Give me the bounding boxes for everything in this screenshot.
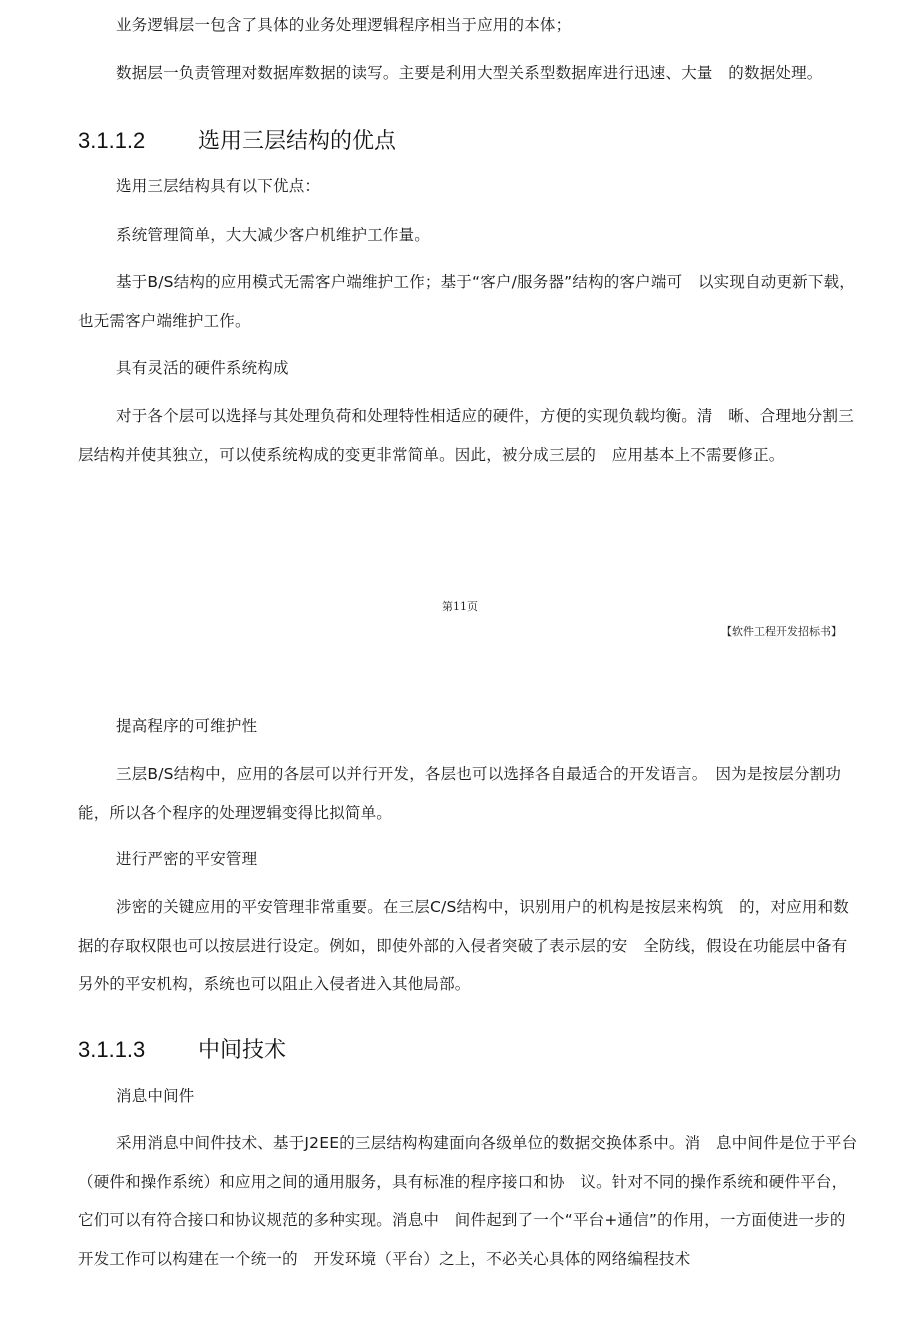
paragraph-security-management: 进行严密的平安管理 xyxy=(116,850,258,868)
paragraph-data-layer: 数据层一负责管理对数据库数据的读写。主要是利用大型关系型数据库进行迅速、大量 的数据处理。 xyxy=(116,64,823,82)
paragraph-parallel-dev: 三层B/S结构中，应用的各层可以并行开发，各层也可以选择各自最适合的开发语言。 因为是按层分割功能，所以各个程序的处理逻辑变得比拟简单。 xyxy=(78,765,842,822)
paragraph-bs-mode: 基于B/S结构的应用模式无需客户端维护工作；基于“客户/服务器”结构的客户端可 以实现自动更新下载，也无需客户端维护工作。 xyxy=(78,273,855,330)
paragraph-advantages-intro: 选用三层结构具有以下优点： xyxy=(116,177,321,195)
paragraph-flexible-hardware: 具有灵活的硬件系统构成 xyxy=(116,359,289,377)
section-heading-3-1-1-3 xyxy=(78,1033,286,1064)
paragraph-simple-management: 系统管理简单，大大减少客户机维护工作量。 xyxy=(116,226,431,244)
paragraph-message-middleware: 消息中间件 xyxy=(116,1087,195,1105)
document-tag: 【软件工程开发招标书】 xyxy=(721,625,842,638)
section-number: 3.1.1.3 xyxy=(78,1037,146,1062)
section-title: 中间技术 xyxy=(198,1037,287,1062)
section-number: 3.1.1.2 xyxy=(78,128,146,153)
paragraph-maintainability: 提高程序的可维护性 xyxy=(116,717,258,735)
section-title: 选用三层结构的优点 xyxy=(198,128,397,153)
paragraph-secret-apps: 涉密的关键应用的平安管理非常重要。在三层C/S结构中，识别用户的机构是按层来构筑 的，对应用和数据的存取权限也可以按层进行设定。例如，即使外部的入侵者突破了表示层的安 全防线，假设在功能层中备有另外的平安机构，系统也可以阻止入侵者进入其他局部。 xyxy=(78,898,849,993)
page-number: 第11页 xyxy=(442,600,478,613)
paragraph-business-layer: 业务逻辑层一包含了具体的业务处理逻辑程序相当于应用的本体； xyxy=(116,16,572,34)
paragraph-j2ee: 采用消息中间件技术、基于J2EE的三层结构构建面向各级单位的数据交换体系中。消 息中间件是位于平台（硬件和操作系统）和应用之间的通用服务，具有标准的程序接口和协 议。针对不同的操作系统和硬件平台，它们可以有符合接口和协议规范的多种实现。消息中 间件起到了一个“平台+通信”的作用，一方面使进一步的开发工作可以构建在一个统一的 开发环境（平台）之上，不必关心具体的网络编程技术 xyxy=(78,1134,858,1268)
paragraph-layer-hardware: 对于各个层可以选择与其处理负荷和处理特性相适应的硬件，方便的实现负载均衡。清 晰、合理地分割三层结构并使其独立，可以使系统构成的变更非常简单。因此，被分成三层的 应用基本上不需要修正。 xyxy=(78,407,854,464)
section-heading-3-1-1-2 xyxy=(78,124,396,155)
